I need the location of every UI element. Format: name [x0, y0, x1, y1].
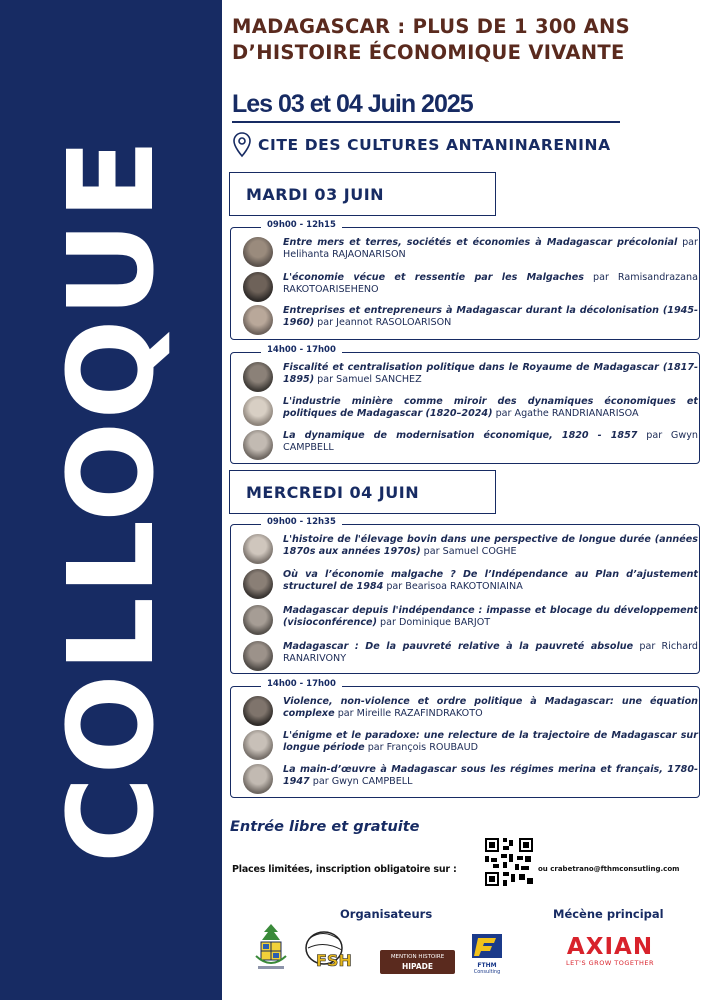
talk-speaker: par Samuel SANCHEZ: [317, 374, 422, 385]
talk-item: [243, 305, 698, 335]
speaker-avatar: [243, 362, 273, 392]
axian-logo: [560, 935, 660, 967]
sidebar: [0, 0, 222, 1000]
talk-title: Madagascar : De la pauvreté relative à la pauvreté absolue: [283, 641, 634, 652]
day1-label: MARDI 03 JUIN: [229, 172, 496, 216]
day1-afternoon-block: [230, 345, 700, 464]
contact-email[interactable]: ou crabetrano@fthmconsutling.com: [538, 865, 680, 873]
talk-item: [243, 237, 698, 267]
talk-item: [243, 730, 698, 760]
speaker-avatar: [243, 396, 273, 426]
talk-item: [243, 396, 698, 426]
colloque-vertical-title: COLLOQUE: [42, 136, 180, 864]
talk-title: Entreprises et entrepreneurs à Madagascar durant la décolonisation (1945-1960): [283, 305, 698, 328]
speaker-avatar: [243, 534, 273, 564]
event-title-line2: D’HISTOIRE ÉCONOMIQUE VIVANTE: [232, 41, 625, 64]
talk-item: [243, 641, 698, 671]
talk-title: L'industrie minière comme miroir des dynamiques économiques et politiques de Madagascar (1820–2024): [283, 396, 698, 419]
day2-morning-block: [230, 517, 700, 674]
day2-label: MERCREDI 04 JUIN: [229, 470, 496, 514]
speaker-avatar: [243, 569, 273, 599]
talk-title: Fiscalité et centralisation politique dans le Royaume de Madagascar (1817-1895): [283, 362, 698, 385]
talk-title: L'histoire de l'élevage bovin dans une perspective de longue durée (années 1870s aux années 1970s): [283, 534, 698, 557]
mecene-label: Mécène principal: [553, 907, 664, 921]
talk-title: Où va l’économie malgache ? De l’Indépendance au Plan d’ajustement structurel de 1984: [283, 569, 698, 592]
talk-title: La dynamique de modernisation économique, 1820 - 1857: [283, 430, 638, 441]
speaker-avatar: [243, 430, 273, 460]
talk-item: [243, 605, 698, 635]
talk-item: [243, 569, 698, 599]
speaker-avatar: [243, 730, 273, 760]
speaker-avatar: [243, 305, 273, 335]
event-title: [232, 14, 702, 66]
day2-morning-time: 09h00 - 12h35: [261, 517, 342, 527]
talk-speaker: par Gwyn CAMPBELL: [283, 430, 698, 453]
speaker-avatar: [243, 605, 273, 635]
venue-name: CITE DES CULTURES ANTANINARENINA: [258, 136, 611, 154]
talk-title: La main-d’œuvre à Madagascar sous les régimes merina et français, 1780-1947: [283, 764, 698, 787]
speaker-avatar: [243, 696, 273, 726]
fthm-logo-mark: [472, 934, 502, 958]
registration-note: Places limitées, inscription obligatoire sur :: [232, 864, 457, 875]
fsh-logo-text: FSH: [316, 951, 352, 970]
talk-title: Entre mers et terres, sociétés et économies à Madagascar précolonial: [283, 237, 678, 248]
event-dates: Les 03 et 04 Juin 2025: [232, 90, 473, 118]
location-pin-icon: [232, 132, 252, 158]
talk-item: [243, 362, 698, 392]
talk-item: [243, 764, 698, 794]
day1-morning-time: 09h00 - 12h15: [261, 220, 342, 230]
talk-speaker: par Bearisoa RAKOTONIAINA: [386, 581, 523, 592]
qr-code-icon[interactable]: [483, 836, 535, 888]
talk-speaker: par Mireille RAZAFINDRAKOTO: [337, 708, 483, 719]
talk-item: [243, 534, 698, 564]
day2-afternoon-time: 14h00 - 17h00: [261, 679, 342, 689]
mention-histoire-logo: [380, 950, 455, 974]
organisateurs-label: Organisateurs: [340, 907, 433, 921]
fsh-logo: [302, 926, 352, 974]
day1-afternoon-time: 14h00 - 17h00: [261, 345, 342, 355]
dates-divider: [232, 121, 620, 123]
entree-libre: Entrée libre et gratuite: [230, 819, 420, 835]
axian-name: AXIAN: [566, 934, 654, 960]
fthm-logo-sub: Consulting: [473, 969, 501, 975]
day2-afternoon-block: [230, 679, 700, 798]
talk-item: [243, 696, 698, 726]
talk-item: [243, 272, 698, 302]
day1-morning-block: [230, 220, 700, 340]
talk-speaker: par Richard RANARIVONY: [283, 641, 698, 664]
speaker-avatar: [243, 641, 273, 671]
fthm-logo: [466, 934, 508, 978]
talk-speaker: par Jeannot RASOLOARISON: [317, 317, 452, 328]
event-title-line1: MADAGASCAR : PLUS DE 1 300 ANS: [232, 15, 630, 38]
speaker-avatar: [243, 764, 273, 794]
talk-title: Madagascar depuis l'indépendance : impasse et blocage du développement (visioconférence): [283, 605, 698, 628]
talk-title: Violence, non-violence et ordre politique à Madagascar: une équation complexe: [283, 696, 698, 719]
talk-speaker: par Agathe RANDRIANARISOA: [495, 408, 639, 419]
mention-logo-line1: MENTION HISTOIRE: [390, 954, 445, 960]
fthm-logo-text: FTHM: [477, 962, 497, 969]
university-crest-logo: [252, 922, 290, 974]
talk-title: L'énigme et le paradoxe: une relecture de la trajectoire de Madagascar sur longue période: [283, 730, 698, 753]
axian-tagline: LET'S GROW TOGETHER: [565, 959, 655, 967]
talk-title: L'économie vécue et ressentie par les Malgaches: [283, 272, 584, 283]
talk-speaker: par Helihanta RAJAONARISON: [283, 237, 698, 260]
talk-speaker: par Ramisandrazana RAKOTOARISEHENO: [283, 272, 698, 295]
talk-speaker: par François ROUBAUD: [367, 742, 479, 753]
talk-speaker: par Samuel COGHE: [423, 546, 517, 557]
talk-speaker: par Dominique BARJOT: [380, 617, 491, 628]
speaker-avatar: [243, 237, 273, 267]
talk-item: [243, 430, 698, 460]
venue: [232, 132, 611, 158]
mention-logo-line2: HIPADE: [401, 962, 434, 971]
speaker-avatar: [243, 272, 273, 302]
talk-speaker: par Gwyn CAMPBELL: [312, 776, 413, 787]
